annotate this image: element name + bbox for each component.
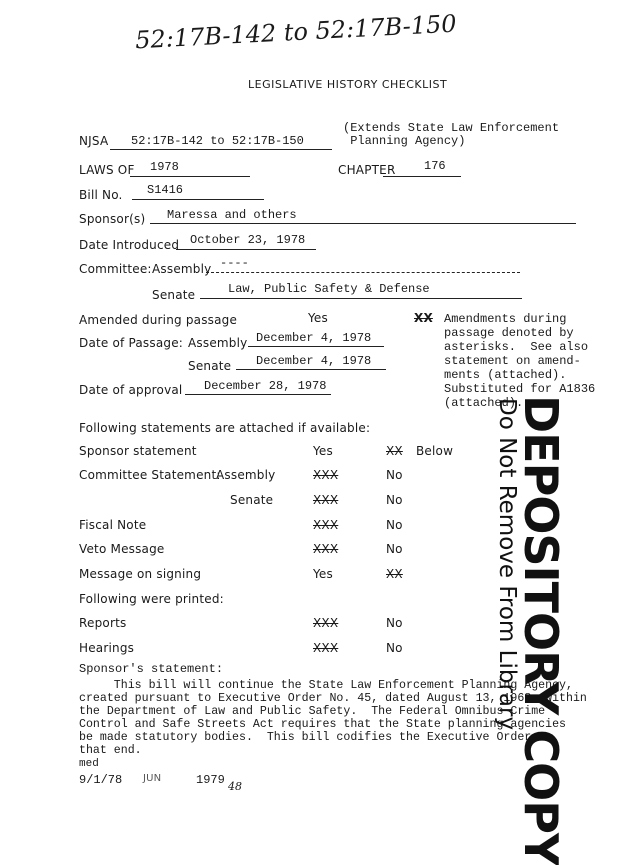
passage-assembly-line	[248, 346, 384, 347]
sponsor-statement-yes: Yes	[313, 444, 333, 458]
committee-senate-value: Law, Public Safety & Defense	[228, 282, 430, 296]
attached-heading: Following statements are attached if available:	[79, 421, 371, 435]
passage-senate-label: Senate	[188, 359, 232, 373]
passage-assembly-value: December 4, 1978	[256, 331, 372, 345]
date-introduced-value: October 23, 1978	[190, 233, 306, 247]
sponsor-statement-extra: Below	[416, 444, 454, 458]
hearings-label: Hearings	[79, 641, 135, 655]
footer-year: 1979	[196, 773, 225, 787]
njsa-line	[110, 149, 332, 150]
amended-note: Amendments during passage denoted by asterisks. See also statement on amend- ments (attached). Substituted for A1836 (attached).	[444, 312, 596, 410]
laws-of-label: LAWS OF	[79, 163, 135, 177]
laws-of-line	[130, 176, 250, 177]
passage-assembly-label: Assembly	[188, 336, 248, 350]
do-not-remove-stamp: Do Not Remove From Library	[494, 398, 520, 731]
approval-value: December 28, 1978	[204, 379, 327, 393]
initials: med	[79, 758, 99, 770]
fiscal-note-label: Fiscal Note	[79, 518, 147, 532]
message-signing-yes: Yes	[313, 567, 333, 581]
sponsor-statement-no: XX	[386, 444, 403, 458]
hearings-no: No	[386, 641, 403, 655]
bill-no-label: Bill No.	[79, 188, 123, 202]
hearings-yes: XXX	[313, 641, 339, 655]
committee-statement-senate: Senate	[230, 493, 274, 507]
committee-statement-assembly-yes: XXX	[313, 468, 339, 482]
approval-label: Date of approval	[79, 383, 183, 397]
passage-senate-value: December 4, 1978	[256, 354, 372, 368]
committee-assembly-value: ----	[220, 256, 249, 270]
footer-stamp: JUN	[143, 773, 162, 784]
sponsor-statement-label: Sponsor statement	[79, 444, 197, 458]
committee-statement-label: Committee Statement:	[79, 468, 221, 482]
committee-statement-assembly: Assembly	[216, 468, 276, 482]
passage-senate-line	[236, 369, 386, 370]
committee-senate-label: Senate	[152, 288, 196, 302]
sponsors-label: Sponsor(s)	[79, 212, 146, 226]
sponsor-statement-heading: Sponsor's statement:	[79, 662, 224, 676]
njsa-note: (Extends State Law Enforcement Planning Agency)	[343, 121, 560, 148]
approval-line	[185, 394, 331, 395]
fiscal-note-no: No	[386, 518, 403, 532]
chapter-label: CHAPTER	[338, 163, 396, 177]
message-signing-no: XX	[386, 567, 403, 581]
date-introduced-label: Date Introduced	[79, 238, 180, 252]
printed-heading: Following were printed:	[79, 592, 224, 606]
veto-message-yes: XXX	[313, 542, 339, 556]
fiscal-note-yes: XXX	[313, 518, 339, 532]
passage-label: Date of Passage:	[79, 336, 184, 350]
chapter-line	[383, 176, 461, 177]
committee-label: Committee:	[79, 262, 152, 276]
handwritten-header: 52:17B-142 to 52:17B-150	[134, 9, 458, 55]
amended-label: Amended during passage	[79, 313, 238, 327]
bill-no-line	[132, 199, 264, 200]
committee-statement-assembly-no: No	[386, 468, 403, 482]
sponsors-line	[150, 223, 576, 224]
footer-date: 9/1/78	[79, 773, 123, 787]
page-title: LEGISLATIVE HISTORY CHECKLIST	[248, 78, 448, 91]
committee-assembly-line	[206, 272, 520, 273]
reports-label: Reports	[79, 616, 127, 630]
committee-statement-senate-yes: XXX	[313, 493, 339, 507]
njsa-label: NJSA	[79, 134, 109, 148]
chapter-value: 176	[424, 159, 446, 173]
amended-yes: Yes	[308, 311, 328, 325]
njsa-value: 52:17B-142 to 52:17B-150	[131, 134, 304, 148]
committee-assembly-label: Assembly	[152, 262, 212, 276]
veto-message-no: No	[386, 542, 403, 556]
veto-message-label: Veto Message	[79, 542, 165, 556]
sponsor-statement-text: This bill will continue the State Law Enforcement Planning Agency, created pursuant to Executive Order No. 45, dated August 13, 1968, within the Department of Law and Public Safety. The Federal Omnibus Crime Control and Safe Streets Act requires that the State planning agencies be made statutory bodies. This bill codifies the Executive Order to that end.	[79, 679, 587, 757]
amended-no: XX	[414, 311, 433, 325]
committee-senate-line	[200, 298, 522, 299]
reports-yes: XXX	[313, 616, 339, 630]
date-introduced-line	[176, 249, 316, 250]
footer-num: 48	[228, 780, 242, 793]
reports-no: No	[386, 616, 403, 630]
message-signing-label: Message on signing	[79, 567, 202, 581]
sponsors-value: Maressa and others	[167, 208, 297, 222]
depository-stamp: DEPOSITORY COPY	[514, 395, 568, 865]
committee-statement-senate-no: No	[386, 493, 403, 507]
bill-no-value: S1416	[147, 183, 184, 197]
laws-of-value: 1978	[150, 160, 179, 174]
